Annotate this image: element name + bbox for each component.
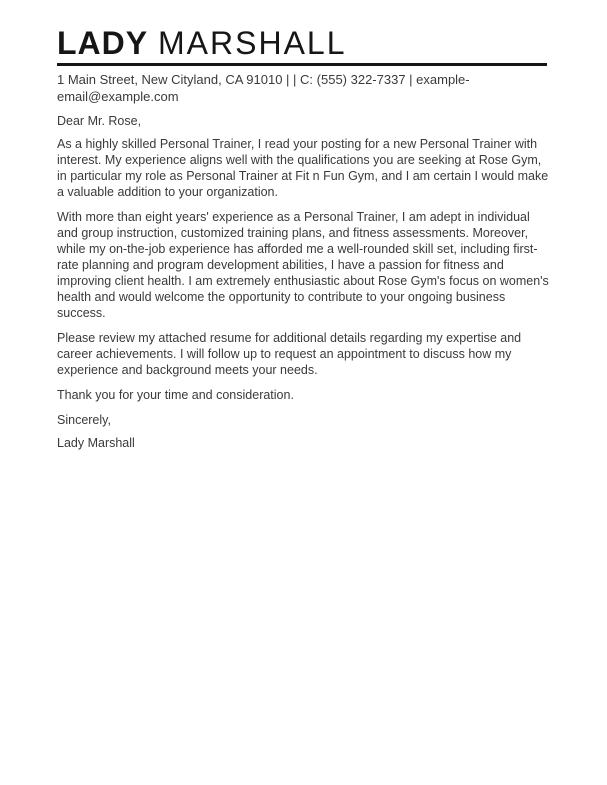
paragraph-intro: As a highly skilled Personal Trainer, I read your posting for a new Personal Trainer with interest. My experience aligns well with the qualifications you are seeking at Rose Gym, in particular my role as Personal Trainer at Fit n Fun Gym, and I am certain I would make a valuable addition to your organization.: [57, 137, 549, 199]
header-divider: [57, 63, 547, 66]
salutation: Dear Mr. Rose,: [57, 114, 142, 128]
letter-content: [57, 24, 554, 458]
paragraph-resume: Please review my attached resume for additional details regarding my expertise and career achievements. I will follow up to request an appointment to discuss how my experience and background meets your needs.: [57, 331, 522, 377]
paragraph-thanks: Thank you for your time and consideration.: [57, 388, 294, 402]
first-name: LADY: [57, 25, 149, 61]
letter-body: [57, 113, 554, 451]
last-name: MARSHALL: [158, 25, 347, 61]
contact-info: 1 Main Street, New Cityland, CA 91010 | | C: (555) 322-7337 | example-email@example.com: [57, 72, 470, 104]
paragraph-experience: With more than eight years' experience as a Personal Trainer, I am adept in individual and group instruction, customized training plans, and fitness assessments. Moreover, while my on-the-job experience has afforded me a well-rounded skill set, including first-rate planning and program development abilities, I have a passion for fitness and improving client health. I am extremely enthusiastic about Rose Gym's focus on women's health and would welcome the opportunity to contribute to your ongoing business success.: [57, 210, 549, 320]
page-title: [57, 24, 554, 62]
signature-name: Lady Marshall: [57, 436, 135, 450]
closing-sincerely: Sincerely,: [57, 413, 111, 427]
